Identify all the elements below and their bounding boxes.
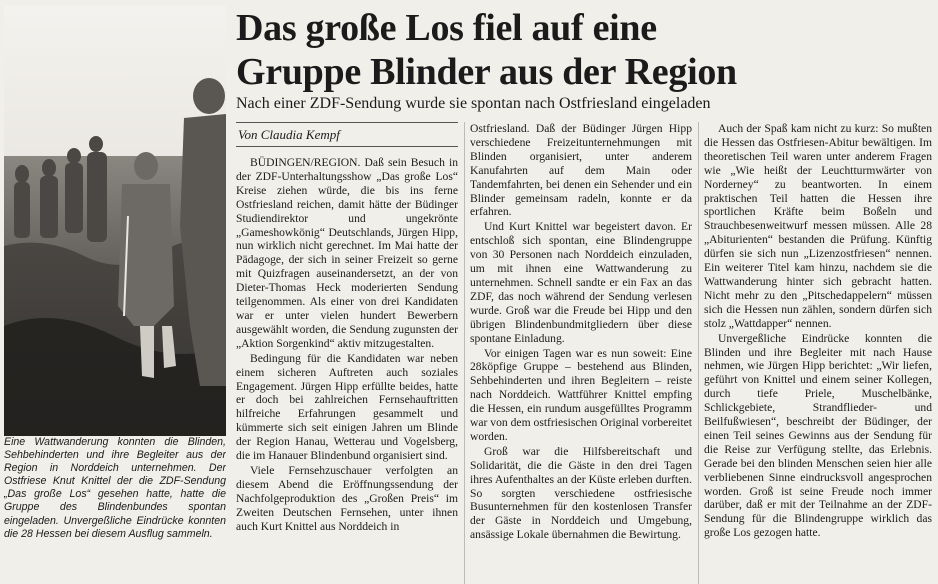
article-column-1 bbox=[236, 156, 458, 584]
byline-rule-bottom bbox=[236, 146, 458, 147]
paragraph: Viele Fernsehzuschauer verfolgten an diesem Abend die Eröffnungssendung der Nachfolgeproduktion des „Großen Preis“ im Zweiten Deutschen Fernsehen, unter ihnen auch Kurt Knittel aus Norddeich in bbox=[236, 463, 458, 533]
paragraph: Vor einigen Tagen war es nun soweit: Eine 28köpfige Gruppe – bestehend aus Blinden, Sehbehinderten und ihren Begleitern – reiste nach Norddeich. Wattführer Knittel empfing die Hessen, ein rundum ausgefülltes Programm war von dem ostfriesischen Original vorbereitet worden. bbox=[470, 346, 692, 443]
byline-box bbox=[236, 122, 458, 147]
paragraph: BÜDINGEN/REGION. Daß sein Besuch in der ZDF-Unterhaltungsshow „Das große Los“ Kreise ziehen würde, die bis ins ferne Ostfriesland reichen, damit hätte der Büdinger Studiendirektor und ungekrönte „Gameshowkönig“ Deutschlands, Jürgen Hipp, nun wirklich nicht gerechnet. Im Mai hatte der Pädagoge, der sich in seiner Freizeit so gerne mit Quizfragen auseinandersetzt, an der von Dieter-Thomas Heck moderierten Sendung teilgenommen. Als einer von drei Kandidaten war er unter vielen hundert Bewerbern ausgewählt worden, die Sendung zugunsten der „Aktion Sorgenkind“ aktiv mitzugestalten. bbox=[236, 156, 458, 350]
paragraph: Und Kurt Knittel war begeistert davon. Er entschloß sich spontan, eine Blindengruppe von 30 Personen nach Norddeich einzuladen, um mit ihnen eine Wattwanderung zu unternehmen. Schnell sandte er ein Fax an das ZDF, das noch während der Sendung verlesen wurde. Groß war die Freude bei Hipp und den übrigen Blindenbundmitgliedern über diese spontane Einladung. bbox=[470, 220, 692, 345]
paragraph: Unvergeßliche Eindrücke konnten die Blinden und ihre Begleiter mit nach Hause nehmen, wie Jürgen Hipp berichtet: „Wir liefen, geführt von Knittel und einem seiner Kollegen, durch tiefe Priele, Muschelbänke, Schlickgebiete, Strandflieder- und Beilfußwiesen“, beschreibt der Büdinger, der einen Teil seines Gewinns aus der Sendung für die Reise zur Verfügung stellte, das Erlebnis. Gerade bei den blinden Menschen seien hier alle verbliebenen Sinne eindrucksvoll angesprochen worden. Groß ist seine Freude noch immer darüber, daß er mit der Teilnahme an der ZDF-Sendung für die Blindengruppe wirklich das große Los gezogen hatte. bbox=[704, 331, 932, 540]
byline: Von Claudia Kempf bbox=[238, 127, 340, 142]
article-photo-wattwanderung bbox=[4, 6, 226, 436]
headline-line-1: Das große Los fiel auf eine bbox=[236, 7, 657, 49]
paragraph: Auch der Spaß kam nicht zu kurz: So mußten die Hessen das Ostfriesen-Abitur bewältigen. Im theoretischen Teil waren unter anderem Fragen wie „Wie heißt der Leuchtturmwärter von Norderney“ zu beantworten. In einem praktischen Teil hatten die Hessen ihre sportlichen Kräfte beim Boßeln und Strauchbesenweitwurf messen müssen. Alle 28 „Abiturienten“ bestanden die Prüfung. Künftig dürfen sie sich nun „Lizenzostfriesen“ nennen. Ein weiterer Titel kam hinzu, nachdem sie die Wattwanderung hinter sich gebracht hatten. Nicht mehr zu den „Pitschedappelern“ müssen sich die Hessen nun zählen, sondern dürfen sich stolz „Wattdapper“ nennen. bbox=[704, 122, 932, 330]
article-column-3 bbox=[704, 122, 932, 584]
paragraph: Bedingung für die Kandidaten war neben einem sicheren Auftreten auch soziales Engagement. Jürgen Hipp erfüllte beides, hatte er doch bei zahlreichen Fernsehauftritten hilfreiche Erfahrungen gesammelt und kümmerte sich seit einigen Jahren um Blinde der Region Hanau, Wetterau und Vogelsberg, die im Hanauer Blindenbund organisiert sind. bbox=[236, 351, 458, 463]
paragraph: Groß war die Hilfsbereitschaft und Solidarität, die die Gäste in den drei Tagen ihres Aufenthaltes an der Küste erleben durften. So sorgten verschiedene ostfriesische Busunternehmen für den kostenlosen Transfer der Gäste in Norddeich und Umgebung, ansässige Lokale übernahmen die Bewirtung. bbox=[470, 444, 692, 542]
paragraph: Ostfriesland. Daß der Büdinger Jürgen Hipp verschiedene Freizeitunternehmungen mit Blinden organisiert, unter anderem Kanufahrten auf dem Main oder Tandemfahrten, bei denen ein Sehender und ein Blinder gemeinsam radeln, konnte er da erfahren. bbox=[470, 122, 692, 219]
column-divider bbox=[698, 122, 699, 584]
article-headline bbox=[236, 6, 936, 94]
column-divider bbox=[464, 122, 465, 584]
article-subheadline: Nach einer ZDF-Sendung wurde sie spontan nach Ostfriesland eingeladen bbox=[236, 95, 711, 112]
headline-line-2: Gruppe Blinder aus der Region bbox=[236, 51, 737, 93]
article-column-2 bbox=[470, 122, 692, 584]
photo-caption: Eine Wattwanderung konnten die Blinden, Sehbehinderten und ihre Begleiter aus der Region in Norddeich unternehmen. Der Ostfriese Knut Knittel der die ZDF-Sendung „Das große Los“ gesehen hatte, hatte die Gruppe des Blindenbundes spontan eingeladen. Unvergeßliche Eindrücke konnten die 28 Hessen bei diesem Ausflug sammeln. bbox=[4, 436, 226, 540]
